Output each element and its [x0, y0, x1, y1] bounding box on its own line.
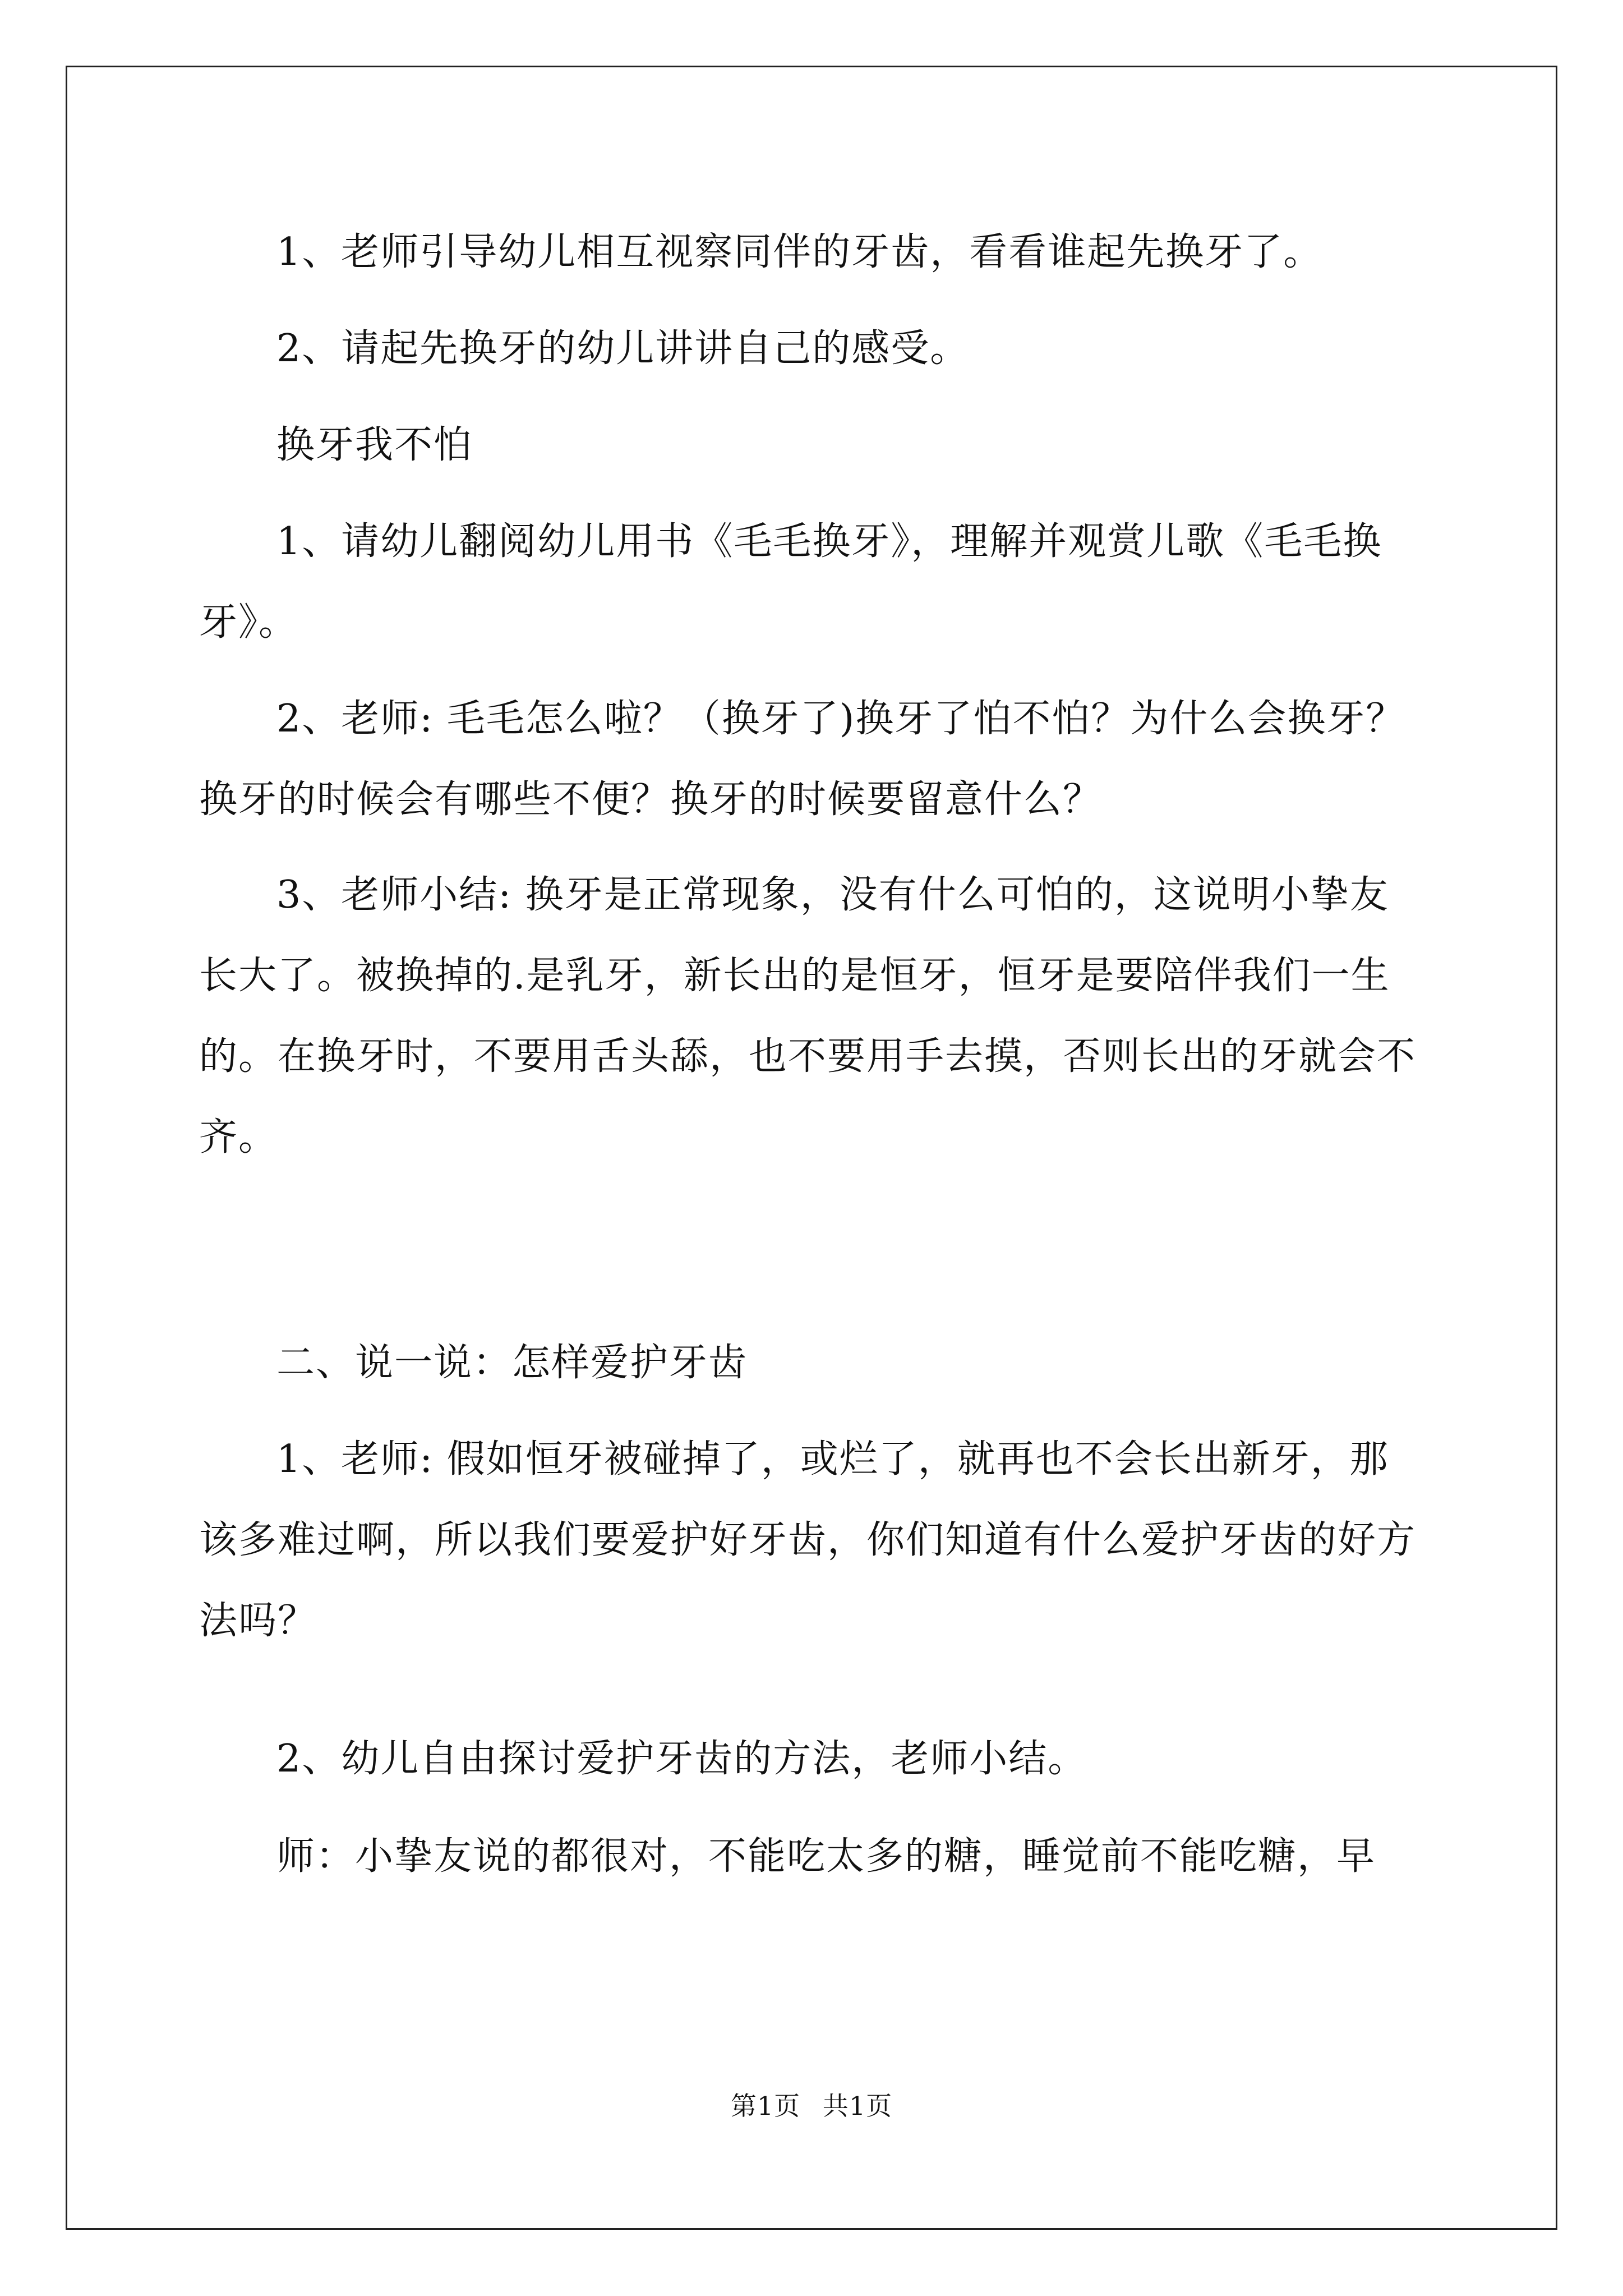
page-total: 共1页	[822, 2091, 893, 2121]
paragraph-4: 2、老师: 毛毛怎么啦？（换牙了)换牙了怕不怕？为什么会换牙？换牙的时候会有哪些不便？换牙的时候要留意什么？	[199, 697, 1405, 822]
section-heading-protect-teeth: 二、说一说：怎样爱护牙齿	[276, 1341, 748, 1385]
paragraph-1: 1、老师引导幼儿相互视察同伴的牙齿，看看谁起先换牙了。	[276, 230, 1323, 274]
paragraph-2: 2、请起先换牙的幼儿讲讲自己的感受。	[276, 326, 970, 371]
section-heading-no-fear: 换牙我不怕	[276, 423, 473, 467]
paragraph-8: 师：小挚友说的都很对，不能吃太多的糖，睡觉前不能吃糖，早	[276, 1834, 1376, 1879]
paragraph-3: 1、请幼儿翻阅幼儿用书《毛毛换牙》，理解并观赏儿歌《毛毛换牙》。	[199, 519, 1382, 645]
page-footer	[0, 2086, 1623, 2123]
paragraph-7: 2、幼儿自由探讨爱护牙齿的方法，老师小结。	[276, 1737, 1087, 1781]
paragraph-5: 3、老师小结: 换牙是正常现象，没有什么可怕的，这说明小挚友长大了。被换掉的.是乳牙，新长出的是恒牙，恒牙是要陪伴我们一生的。在换牙时，不要用舌头舔，也不要用手去摸，否则长出的牙就会不齐。	[199, 873, 1417, 1159]
page-current: 第1页	[730, 2091, 801, 2121]
paragraph-6: 1、老师: 假如恒牙被碰掉了，或烂了，就再也不会长出新牙，那该多难过啊，所以我们要爱护好牙齿，你们知道有什么爱护牙齿的好方法吗？	[199, 1437, 1417, 1643]
